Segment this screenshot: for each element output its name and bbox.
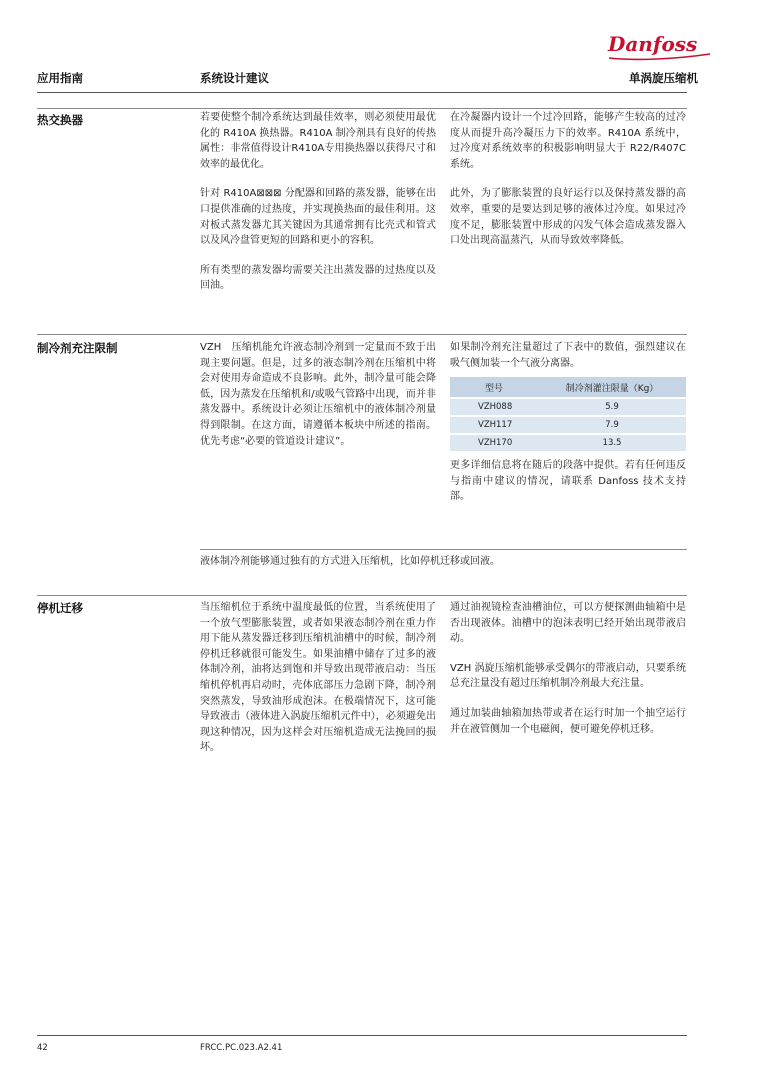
section-title-off-cycle-migration: 停机迁移 — [37, 601, 83, 615]
table-header-model: 型号 — [450, 377, 538, 398]
table-cell: 13.5 — [538, 434, 686, 451]
section-rule — [37, 334, 687, 335]
header-product: 单涡旋压缩机 — [629, 71, 698, 85]
paragraph: VZH 压缩机能允许液态制冷剂到一定量而不致于出现主要问题。但是，过多的液态制冷剂在压缩机中将会对使用寿命造成不良影响。此外，制冷量可能会降低，因为蒸发在压缩机和/或吸气管路中出现，而并非蒸发器中。系统设计必须让压缩机中的液体制冷剂量得到限制。在这方面，请遵循本板块中所述的指南。优先考虑“必要的管道设计建议”。 — [200, 342, 436, 447]
table-row — [450, 398, 686, 416]
danfoss-logo — [606, 28, 716, 64]
paragraph: 当压缩机位于系统中温度最低的位置，当系统使用了一个放气型膨胀装置，或者如果液态制冷剂在重力作用下能从蒸发器迁移到压缩机油槽中的时候，制冷剂停机迁移就很可能发生。如果油槽中储存了过多的液体制冷剂，油将达到饱和并导致出现带液启动：当压缩机停机再启动时，壳体底部压力急剧下降，制冷剂突然蒸发，导致油形成泡沫。在极端情况下，这可能导致液击（液体进入涡旋压缩机元件中），必须避免出现这种情况，因为这样会对压缩机造成无法挽回的损坏。 — [200, 602, 436, 754]
paragraph: 更多详细信息将在随后的段落中提供。若有任何违反与指南中建议的情况，请联系 Danfoss 技术支持部。 — [450, 460, 686, 503]
section-title-heat-exchanger: 热交换器 — [37, 113, 83, 127]
table-row — [450, 416, 686, 434]
table-cell: VZH117 — [450, 416, 538, 434]
table-header-row — [450, 377, 686, 398]
header-topic: 系统设计建议 — [200, 71, 269, 85]
paragraph: 此外，为了膨胀装置的良好运行以及保持蒸发器的高效率，重要的是要达到足够的液体过冷度。如果过冷度不足，膨胀装置中形成的闪发气体会造成蒸发器入口处出现高温蒸汽，从而导致效率降低。 — [450, 188, 686, 247]
paragraph: 针对 R410A⊠⊠⊠ 分配器和回路的蒸发器，能够在出口提供准确的过热度，并实现换热面的最佳利用。这对板式蒸发器尤其关键因为其通常拥有比壳式和管式以及风冷盘管更短的回路和更小的容积。 — [200, 188, 436, 247]
migration-col2 — [450, 600, 686, 751]
section-rule — [37, 108, 687, 109]
table-row — [450, 434, 686, 451]
heat-exchanger-col1 — [200, 110, 436, 308]
header-rule — [37, 92, 687, 93]
section-rule — [37, 595, 687, 596]
document-code: FRCC.PC.023.A2.41 — [200, 1043, 283, 1053]
paragraph: 通过油视镜检查油槽油位，可以方便探测曲轴箱中是否出现液体。油槽中的泡沫表明已经开始出现带液启动。 — [450, 602, 686, 645]
charge-limit-col1 — [200, 340, 436, 463]
svg-text:Danfoss: Danfoss — [608, 32, 698, 56]
table-cell: 5.9 — [538, 398, 686, 416]
section-title-charge-limit: 制冷剂充注限制 — [37, 341, 118, 355]
paragraph: VZH 涡旋压缩机能够承受偶尔的带液启动，只要系统总充注量没有超过压缩机制冷剂最大充注量。 — [450, 662, 686, 690]
migration-col1 — [200, 600, 436, 770]
paragraph: 若要使整个制冷系统达到最佳效率，则必须使用最优化的 R410A 换热器。R410A 制冷剂具有良好的传热属性：非常值得设计R410A专用换热器以获得尺寸和效率的最优化。 — [200, 112, 436, 170]
intro-rule — [200, 549, 687, 550]
table-cell: VZH170 — [450, 434, 538, 451]
charge-limit-col2 — [450, 340, 686, 377]
paragraph: 如果制冷剂充注量超过了下表中的数值，强烈建议在吸气侧加装一个气液分离器。 — [450, 342, 686, 369]
paragraph: 所有类型的蒸发器均需要关注出蒸发器的过热度以及回油。 — [200, 264, 436, 292]
table-header-limit: 制冷剂灌注限量（Kg） — [538, 377, 686, 398]
table-cell: VZH088 — [450, 398, 538, 416]
migration-intro: 液体制冷剂能够通过独有的方式进入压缩机，比如停机迁移或回液。 — [200, 556, 500, 567]
header-category: 应用指南 — [37, 71, 83, 85]
charge-limit-table — [450, 377, 686, 451]
page-number: 42 — [37, 1043, 48, 1053]
footer-rule — [37, 1035, 687, 1036]
table-cell: 7.9 — [538, 416, 686, 434]
heat-exchanger-col2 — [450, 110, 686, 263]
paragraph: 在冷凝器内设计一个过冷回路，能够产生较高的过冷度从而提升高冷凝压力下的效率。R410A 系统中，过冷度对系统效率的积极影响明显大于 R22/R407C 系统。 — [450, 112, 686, 170]
paragraph: 通过加装曲轴箱加热带或者在运行时加一个抽空运行并在液管侧加一个电磁阀，便可避免停机迁移。 — [450, 707, 686, 735]
charge-limit-col2-after — [450, 458, 686, 519]
